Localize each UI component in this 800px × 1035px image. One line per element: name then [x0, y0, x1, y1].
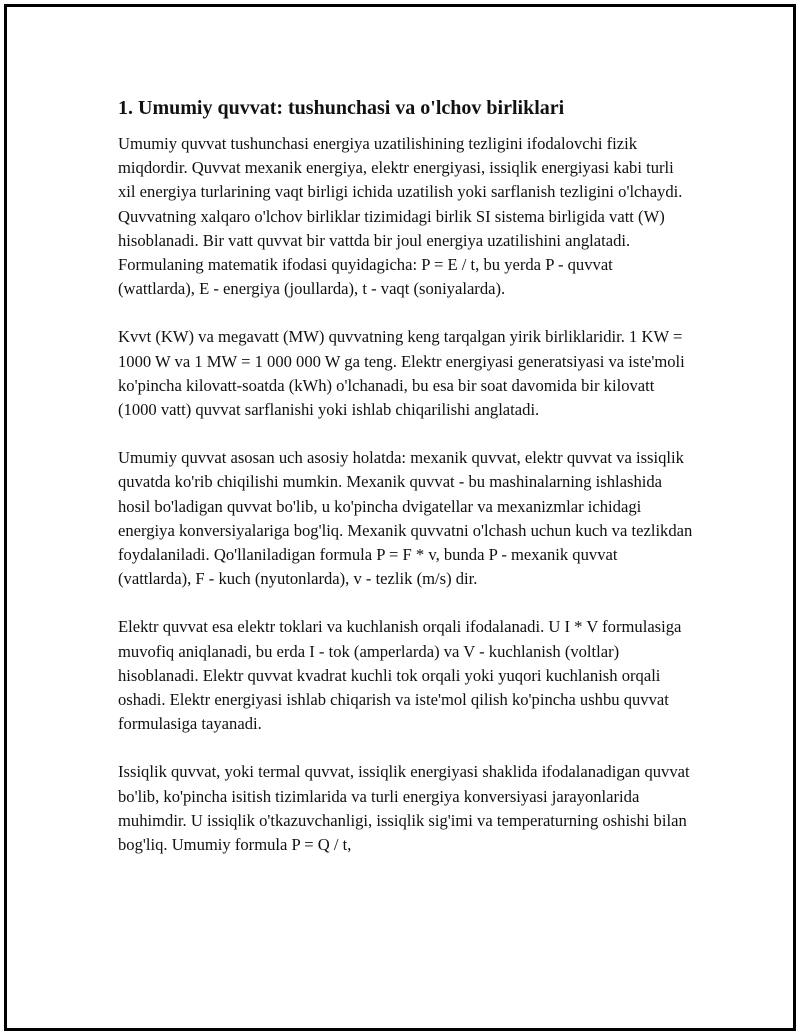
paragraph-definition: Umumiy quvvat tushunchasi energiya uzatilishining tezligini ifodalovchi fizik miqdordir. Quvvat mexanik energiya, elektr energiyasi, issiqlik energiyasi kabi turli xil energiya turlarining vaqt birligi ichida uzatilish yoki sarflanish tezligini o'lchaydi. Quvvatning xalqaro o'lchov birliklar tizimidagi birlik SI sistema birligida vatt (W) hisoblanadi. Bir vatt quvvat bir vattda bir joul energiya uzatilishini anglatadi. Formulaning matematik ifodasi quyidagicha: P = E / t, bu yerda P - quvvat (wattlarda), E - energiya (joullarda), t - vaqt (soniyalarda). [118, 134, 683, 299]
section-heading: 1. Umumiy quvvat: tushunchasi va o'lchov birliklari [118, 97, 565, 119]
paragraph-thermal-power: Issiqlik quvvat, yoki termal quvvat, issiqlik energiyasi shaklida ifodalanadigan quvvat bo'lib, ko'pincha isitish tizimlarida va turli energiya konversiyasi jarayonlarida muhimdir. U issiqlik o'tkazuvchanligi, issiqlik sig'imi va temperaturning oshishi bilan bog'liq. Umumiy formula P = Q / t, [118, 762, 690, 855]
paragraph-mechanical-power: Umumiy quvvat asosan uch asosiy holatda: mexanik quvvat, elektr quvvat va issiqlik quvatda ko'rib chiqilishi mumkin. Mexanik quvvat - bu mashinalarning ishlashida hosil bo'ladigan quvvat bo'lib, u ko'pincha dvigatellar va mexanizmlar ichidagi energiya konversiyalariga bog'liq. Mexanik quvvatni o'lchash uchun kuch va tezlikdan foydalaniladi. Qo'llaniladigan formula P = F * v, bunda P - mexanik quvvat (vattlarda), F - kuch (nyutonlarda), v - tezlik (m/s) dir. [118, 448, 693, 589]
document-body [118, 93, 693, 881]
paragraph-units: Kvvt (KW) va megavatt (MW) quvvatning keng tarqalgan yirik birliklaridir. 1 KW = 1000 W va 1 MW = 1 000 000 W ga teng. Elektr energiyasi generatsiyasi va iste'moli ko'pincha kilovatt-soatda (kWh) o'lchanadi, bu esa bir soat davomida bir kilovatt (1000 vatt) quvvat sarflanishi yoki ishlab chiqarilishi anglatadi. [118, 327, 685, 420]
paragraph-electrical-power: Elektr quvvat esa elektr toklari va kuchlanish orqali ifodalanadi. U I * V formulasiga muvofiq aniqlanadi, bu erda I - tok (amperlarda) va V - kuchlanish (voltlar) hisoblanadi. Elektr quvvat kvadrat kuchli tok orqali yoki yuqori kuchlanish orqali oshadi. Elektr energiyasi ishlab chiqarish va iste'mol qilish ko'pincha ushbu quvvat formulasiga tayanadi. [118, 617, 682, 734]
